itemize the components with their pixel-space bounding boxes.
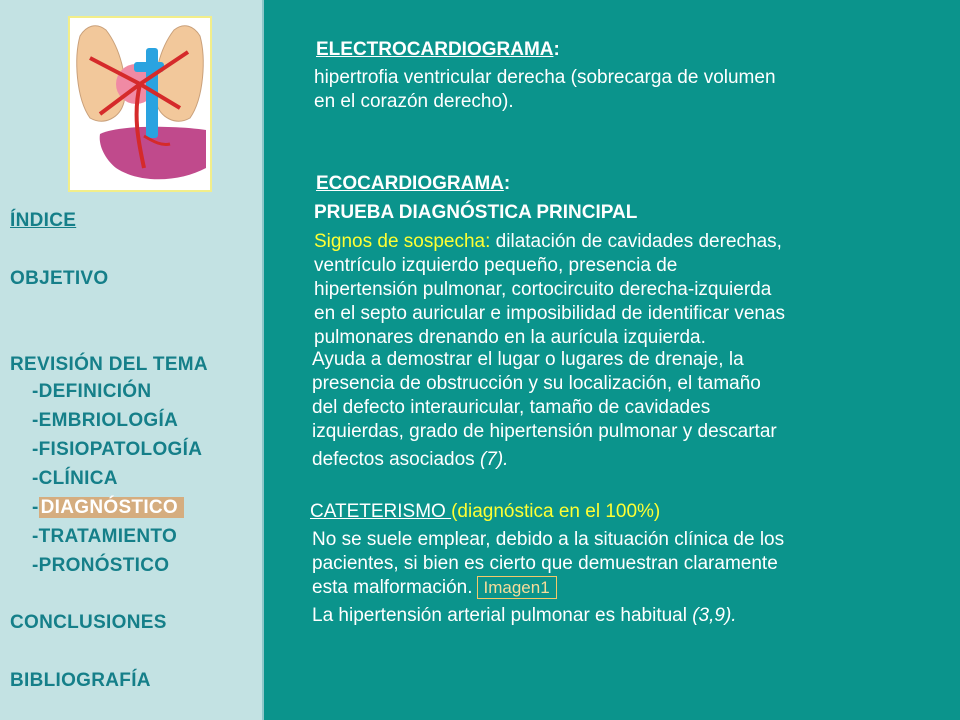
eco-help-line-2: presencia de obstrucción y su localización, el tamaño bbox=[312, 373, 761, 394]
signs-label: Signos de sospecha: bbox=[314, 231, 491, 252]
nav-revision-del-tema[interactable]: REVISIÓN DEL TEMA bbox=[10, 354, 208, 375]
nav-tratamiento[interactable]: -TRATAMIENTO bbox=[32, 526, 178, 547]
eco-heading bbox=[316, 172, 510, 196]
cath-line-3 bbox=[312, 576, 784, 600]
eco-reference: (7). bbox=[479, 449, 509, 470]
cath-heading bbox=[310, 500, 660, 524]
cath-note: (diagnóstica en el 100%) bbox=[451, 501, 661, 522]
signs-line-1-text: dilatación de cavidades derechas, bbox=[490, 231, 782, 252]
cath-line-2: pacientes, si bien es cierto que demuestran claramente bbox=[312, 553, 778, 574]
nav-objetivo[interactable]: OBJETIVO bbox=[10, 268, 109, 289]
cath-line-4-text: La hipertensión arterial pulmonar es habitual bbox=[312, 605, 693, 626]
nav-embriologia[interactable]: -EMBRIOLOGÍA bbox=[32, 410, 179, 431]
imagen1-link-button[interactable]: Imagen1 bbox=[477, 576, 557, 599]
ecg-line-1: hipertrofia ventricular derecha (sobrecarga de volumen bbox=[314, 67, 776, 88]
eco-help-line-4: izquierdas, grado de hipertensión pulmonar y descartar bbox=[312, 421, 777, 442]
eco-help-paragraph bbox=[312, 348, 777, 472]
cath-reference: (3,9). bbox=[692, 605, 737, 626]
eco-help-line-5 bbox=[312, 448, 777, 472]
eco-signs-line-3: hipertensión pulmonar, cortocircuito derecha-izquierda bbox=[314, 279, 772, 300]
sidebar bbox=[0, 0, 264, 720]
nav-diagnostico-active[interactable] bbox=[32, 497, 184, 519]
heart-illustration bbox=[70, 18, 210, 190]
eco-help-line-3: del defecto interauricular, tamaño de cavidades bbox=[312, 397, 711, 418]
cath-line-1: No se suele emplear, debido a la situación clínica de los bbox=[312, 529, 785, 550]
ecg-heading-text: ELECTROCARDIOGRAMA bbox=[316, 39, 554, 60]
eco-help-line-1: Ayuda a demostrar el lugar o lugares de drenaje, la bbox=[312, 349, 744, 370]
nav-pronostico[interactable]: -PRONÓSTICO bbox=[32, 555, 170, 576]
eco-help-line-5-text: defectos asociados bbox=[312, 449, 480, 470]
nav-conclusiones[interactable]: CONCLUSIONES bbox=[10, 612, 167, 633]
nav-diagnostico-label: DIAGNÓSTICO bbox=[39, 497, 184, 518]
ecg-heading-colon: : bbox=[553, 39, 560, 60]
cath-heading-text: CATETERISMO bbox=[310, 501, 452, 522]
eco-signs-line-4: en el septo auricular e imposibilidad de identificar venas bbox=[314, 303, 786, 324]
eco-signs-line-2: ventrículo izquierdo pequeño, presencia de bbox=[314, 255, 678, 276]
nav-indice-link[interactable]: ÍNDICE bbox=[10, 210, 77, 231]
nav-definicion[interactable]: -DEFINICIÓN bbox=[32, 381, 152, 402]
eco-signs-line-5: pulmonares drenando en la aurícula izquierda. bbox=[314, 327, 706, 348]
cath-line-4 bbox=[312, 604, 784, 628]
nav-fisiopatologia[interactable]: -FISIOPATOLOGÍA bbox=[32, 439, 203, 460]
slide-content bbox=[266, 0, 960, 720]
cath-paragraph bbox=[312, 528, 784, 628]
eco-subheading: PRUEBA DIAGNÓSTICA PRINCIPAL bbox=[314, 202, 638, 223]
nav-diagnostico-dash: - bbox=[32, 497, 39, 518]
eco-heading-colon: : bbox=[503, 173, 511, 194]
eco-signs-paragraph bbox=[314, 230, 785, 350]
ecg-heading bbox=[316, 38, 560, 62]
heart-anatomy-image bbox=[68, 16, 212, 192]
eco-signs-line-1 bbox=[314, 230, 785, 254]
ecg-text bbox=[314, 66, 776, 114]
cath-line-3-text: esta malformación. bbox=[312, 577, 473, 598]
eco-heading-text: ECOCARDIOGRAMA bbox=[316, 173, 504, 194]
nav-clinica[interactable]: -CLÍNICA bbox=[32, 468, 118, 489]
ecg-line-2: en el corazón derecho). bbox=[314, 91, 514, 112]
nav-bibliografia[interactable]: BIBLIOGRAFÍA bbox=[10, 670, 151, 691]
